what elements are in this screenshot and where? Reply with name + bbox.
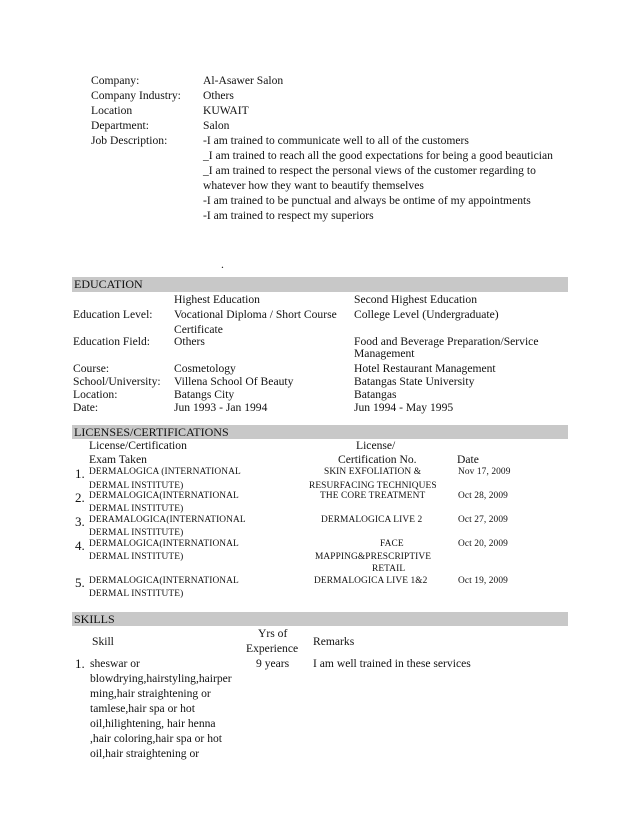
license-exam: DERMAL INSTITUTE) xyxy=(89,528,184,538)
industry-label: Company Industry: xyxy=(91,89,181,102)
license-number: 2. xyxy=(75,490,85,505)
license-cert: MAPPING&PRESCRIPTIVE xyxy=(315,552,432,562)
location-value: KUWAIT xyxy=(203,104,249,117)
department-label: Department: xyxy=(91,119,149,132)
description-line: -I am trained to be punctual and always be ontime of my appointments xyxy=(203,194,531,207)
skill-remarks: I am well trained in these services xyxy=(313,657,471,670)
license-cert: DERMALOGICA LIVE 1&2 xyxy=(314,576,428,586)
education-value: Others xyxy=(174,335,205,348)
education-value: College Level (Undergraduate) xyxy=(354,308,499,321)
license-number: 1. xyxy=(75,466,85,481)
license-cert: THE CORE TREATMENT xyxy=(320,491,426,501)
education-value: Vocational Diploma / Short Course xyxy=(174,308,337,321)
description-line: _I am trained to reach all the good expectations for being a good beautician xyxy=(203,149,553,162)
years-header: Yrs of xyxy=(258,627,288,640)
license-date: Oct 19, 2009 xyxy=(458,576,508,586)
company-label: Company: xyxy=(91,74,140,87)
skill-line: tamlese,hair spa or hot xyxy=(90,702,195,715)
second-education-header: Second Highest Education xyxy=(354,293,477,306)
education-value: Batangas State University xyxy=(354,375,475,388)
license-cert-header: License/ xyxy=(356,439,396,452)
license-exam: DERMALOGICA(INTERNATIONAL xyxy=(89,576,239,586)
license-number: 3. xyxy=(75,514,85,529)
license-date: Oct 28, 2009 xyxy=(458,491,508,501)
skill-number: 1. xyxy=(75,656,85,671)
skill-line: blowdrying,hairstyling,hairper xyxy=(90,672,232,685)
education-row-label: Location: xyxy=(73,388,118,401)
education-value: Food and Beverage Preparation/Service xyxy=(354,335,539,348)
location-label: Location xyxy=(91,104,133,117)
license-exam-header: License/Certification xyxy=(89,439,187,452)
description-line: whatever how they want to beautify themselves xyxy=(203,179,424,192)
license-cert: RESURFACING TECHNIQUES xyxy=(309,481,437,491)
education-row-label: School/University: xyxy=(73,375,161,388)
skill-line: oil,hair straightening or xyxy=(90,747,200,760)
license-cert-header: Certification No. xyxy=(338,453,417,466)
license-cert: SKIN EXFOLIATION & xyxy=(324,467,422,477)
license-number: 4. xyxy=(75,538,85,553)
license-exam: DERAMALOGICA(INTERNATIONAL xyxy=(89,515,246,525)
description-label: Job Description: xyxy=(91,134,168,147)
education-value: Batangs City xyxy=(174,388,235,401)
license-exam: DERMALOGICA(INTERNATIONAL xyxy=(89,539,239,549)
education-row-label: Date: xyxy=(73,401,99,414)
license-date: Nov 17, 2009 xyxy=(458,467,511,477)
skill-line: ming,hair straightening or xyxy=(90,687,211,700)
license-date-header: Date xyxy=(457,453,479,466)
education-value: Management xyxy=(354,347,415,360)
education-row-label: Course: xyxy=(73,362,110,375)
education-value: Villena School Of Beauty xyxy=(174,375,294,388)
education-value: Certificate xyxy=(174,323,223,336)
license-exam: DERMALOGICA (INTERNATIONAL xyxy=(89,467,241,477)
license-exam: DERMAL INSTITUTE) xyxy=(89,504,184,514)
description-line: -I am trained to communicate well to all of the customers xyxy=(203,134,469,147)
education-row-label: Education Field: xyxy=(73,335,150,348)
description-line: _I am trained to respect the personal views of the customer regarding to xyxy=(203,164,536,177)
description-line: -I am trained to respect my superiors xyxy=(203,209,374,222)
years-header: Experience xyxy=(246,642,299,655)
license-date: Oct 27, 2009 xyxy=(458,515,508,525)
highest-education-header: Highest Education xyxy=(174,293,260,306)
skill-line: sheswar or xyxy=(90,657,140,670)
license-exam: DERMAL INSTITUTE) xyxy=(89,481,184,491)
education-value: Jun 1994 - May 1995 xyxy=(354,401,454,414)
license-cert: FACE xyxy=(380,539,404,549)
education-value: Cosmetology xyxy=(174,362,236,375)
education-value: Batangas xyxy=(354,388,397,401)
department-value: Salon xyxy=(203,119,230,132)
license-exam: DERMAL INSTITUTE) xyxy=(89,552,184,562)
stray-dot: . xyxy=(221,258,224,271)
education-row-label: Education Level: xyxy=(73,308,153,321)
license-cert: RETAIL xyxy=(372,564,406,574)
education-header: EDUCATION xyxy=(72,277,568,292)
education-value: Jun 1993 - Jan 1994 xyxy=(174,401,268,414)
skill-years: 9 years xyxy=(256,657,290,670)
licenses-header: LICENSES/CERTIFICATIONS xyxy=(72,425,568,439)
education-value: Hotel Restaurant Management xyxy=(354,362,496,375)
license-exam: DERMAL INSTITUTE) xyxy=(89,589,184,599)
skill-line: oil,hilightening, hair henna xyxy=(90,717,216,730)
license-cert: DERMALOGICA LIVE 2 xyxy=(321,515,423,525)
license-exam: DERMALOGICA(INTERNATIONAL xyxy=(89,491,239,501)
skill-header: Skill xyxy=(92,635,114,648)
skills-header: SKILLS xyxy=(72,612,568,626)
company-value: Al-Asawer Salon xyxy=(203,74,284,87)
skill-line: ,hair coloring,hair spa or hot xyxy=(90,732,223,745)
industry-value: Others xyxy=(203,89,234,102)
license-date: Oct 20, 2009 xyxy=(458,539,508,549)
remarks-header: Remarks xyxy=(313,635,355,648)
license-number: 5. xyxy=(75,575,85,590)
license-exam-header: Exam Taken xyxy=(89,453,147,466)
